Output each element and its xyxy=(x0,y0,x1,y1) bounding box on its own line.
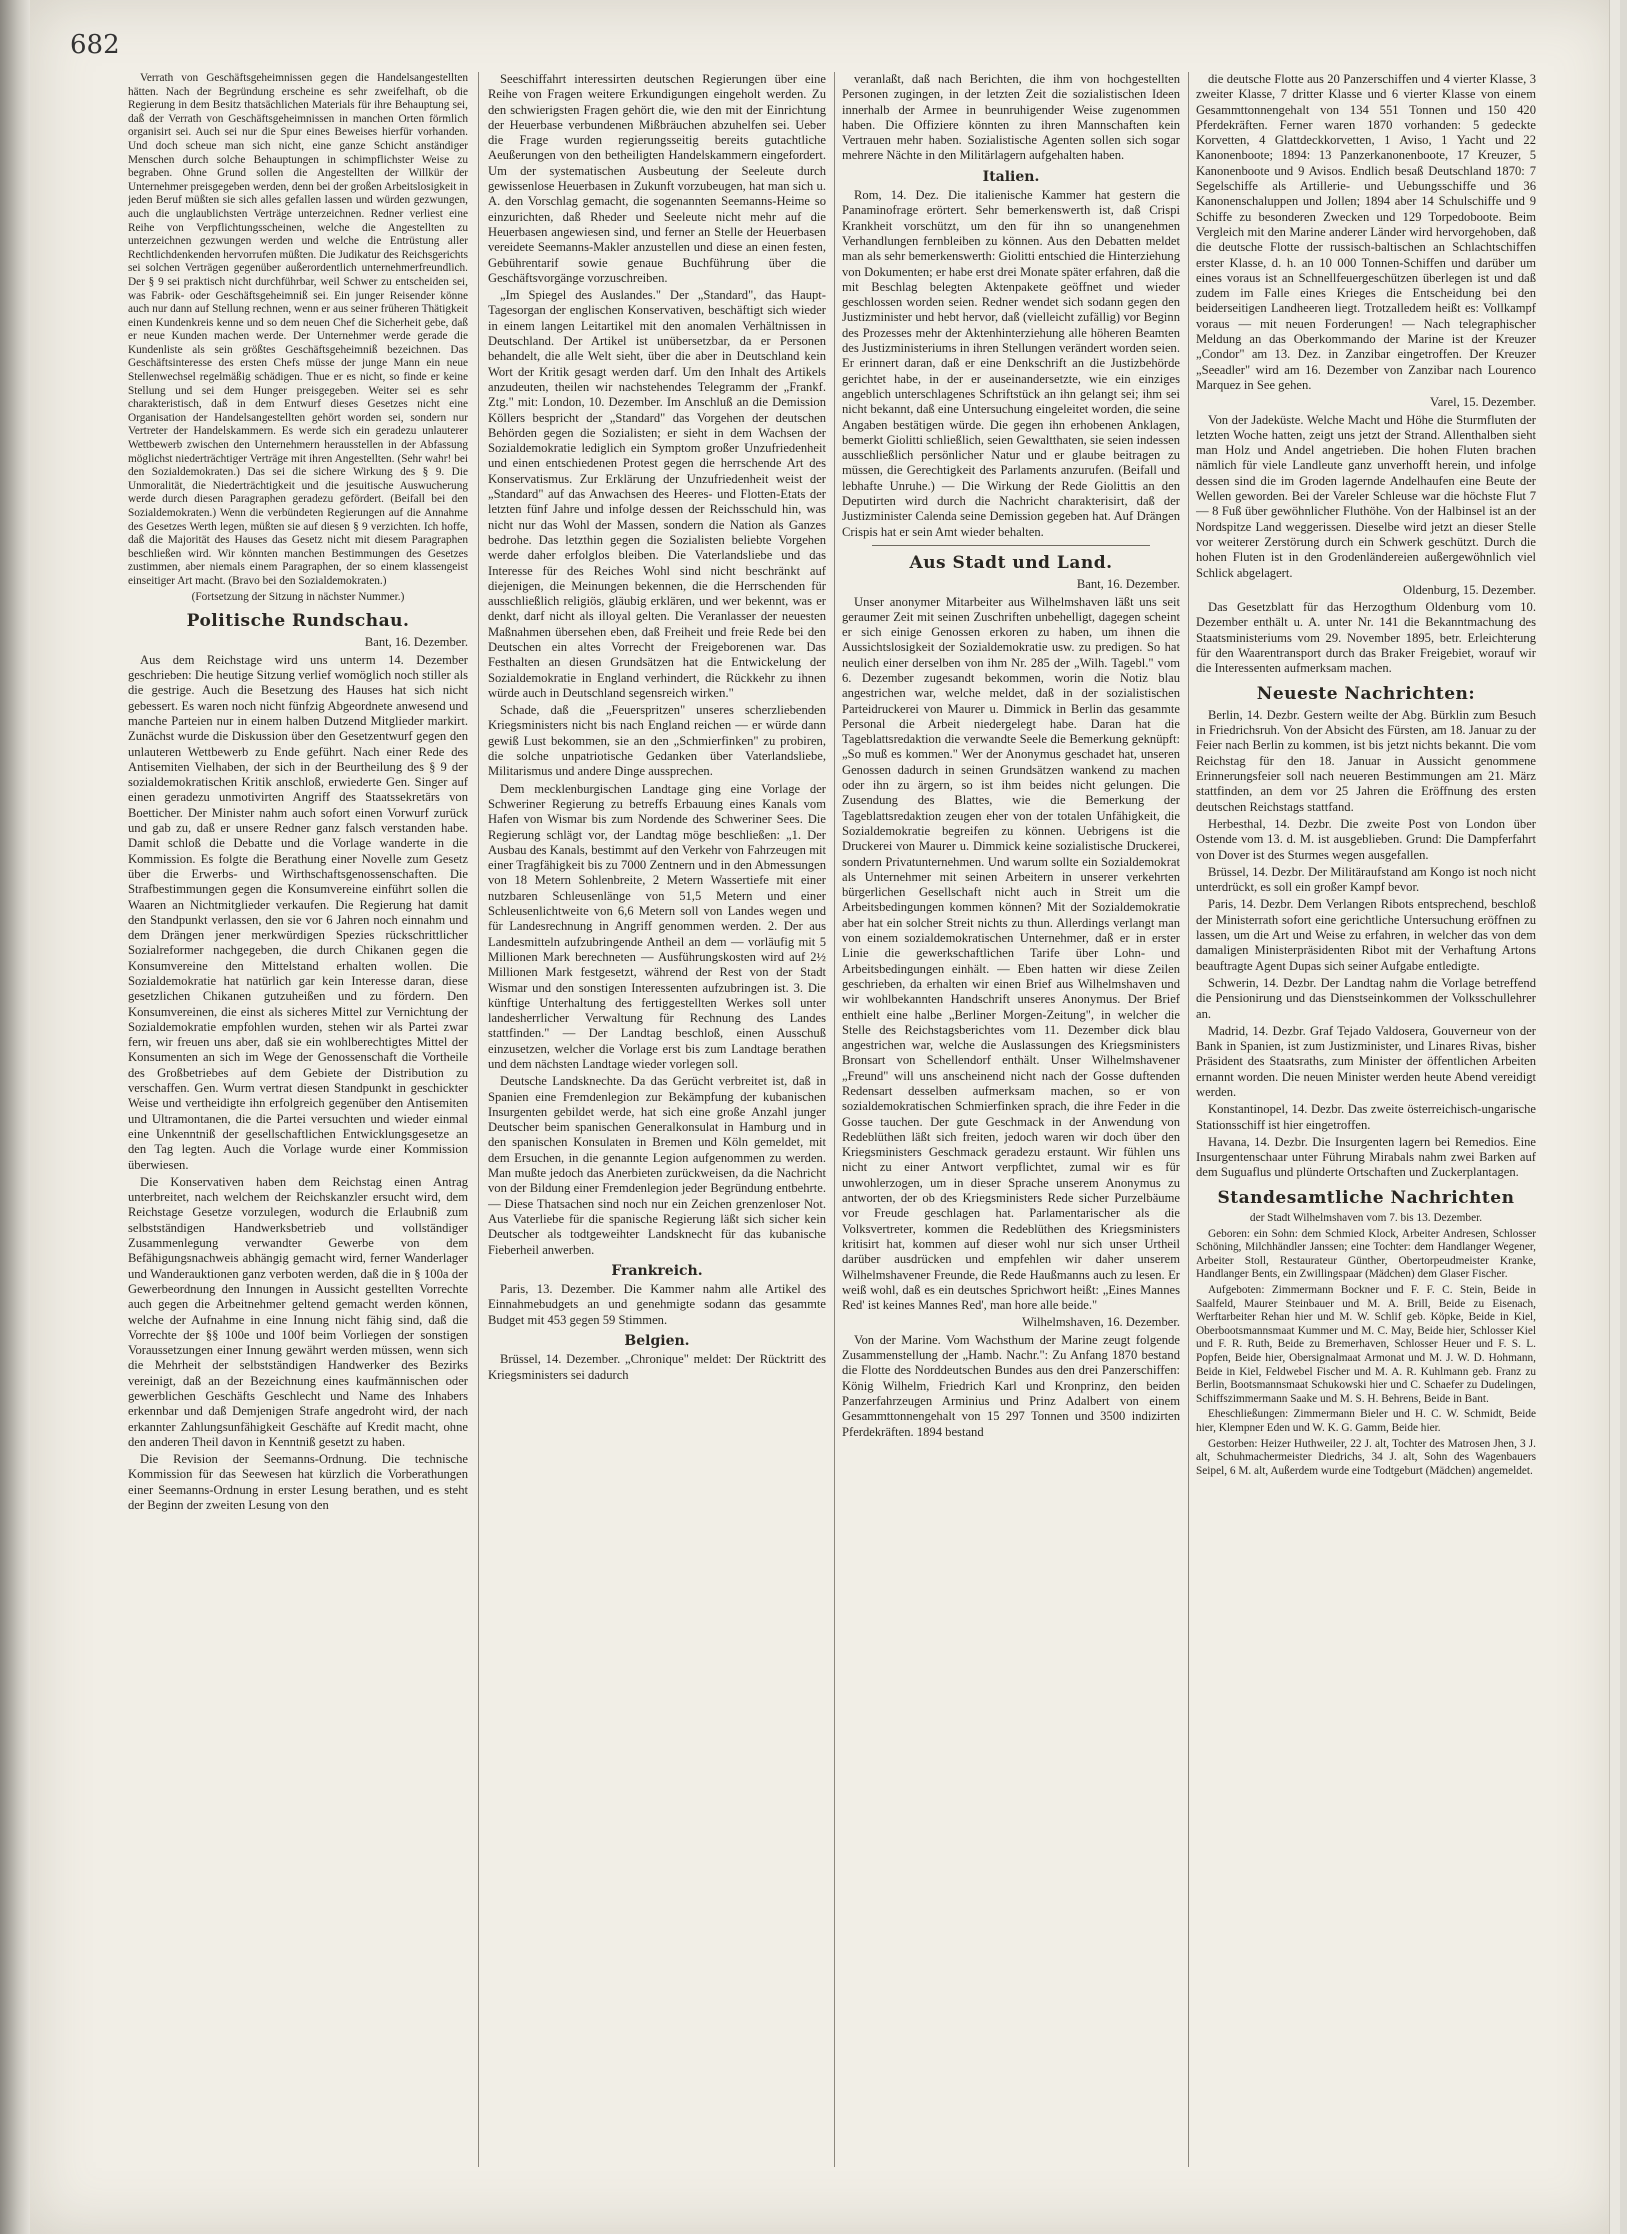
article-paragraph: veranlaßt, daß nach Berichten, die ihm von hochgestellten Personen zugingen, in der letzten Zeit die sozialistischen Ideen innerhalb der Armee in beunruhigender Weise zugenommen haben. Die Offiziere könnten zu ihren Mannschaften kein Vertrauen mehr haben. Sozialistische Agenten sollen sich sogar mehrere Nächte in den Militärlagern aufgehalten haben. xyxy=(842,72,1180,163)
article-paragraph: Seeschiffahrt interessirten deutschen Regierungen über eine Reihe von Fragen weitere Erkundigungen eingeholt werden. Zu den schwierigsten Fragen gehört die, wie den mit der Einrichtung der Heuerbase verbundenen Mißbräuchen abzuhelfen sei. Ueber die Frage wurden regierungsseitig bereits gutachtliche Aeußerungen von den betheiligten Handelskammern eingefordert. Um der systematischen Ausbeutung der Seeleute durch gewissenlose Heuerbasen in Zukunft vorzubeugen, hat man sich u. A. den Vorschlag gemacht, die sogenannten Seemanns-Heime so einzurichten, daß Rheder und Seeleute nicht mehr auf die Heuerbasen angewiesen sind, und ferner an Stelle der Heuerbasen vereidete Seemanns-Makler anzustellen und diese an einen festen, Gebührentarif sowie genaue Buchführung über die Geschäftsvorgänge vorzuschreiben. xyxy=(488,72,826,285)
column-1 xyxy=(128,72,468,2167)
article-paragraph: Geboren: ein Sohn: dem Schmied Klock, Arbeiter Andresen, Schlosser Schöning, Milchhändler Janssen; eine Tochter: dem Handlanger Wegener, Arbeiter Stoll, Restaurateur Günther, Obertorpeudmeister Kranke, Handlanger Bents, ein Zwillingspaar (Mädchen) dem Glaser Fischer. xyxy=(1196,1227,1536,1281)
country-heading: Belgien. xyxy=(624,1333,690,1350)
country-heading: Frankreich. xyxy=(611,1262,703,1279)
page-number: 682 xyxy=(70,30,120,60)
section-heading: Politische Rundschau. xyxy=(186,611,410,632)
column-rule xyxy=(834,72,835,2167)
article-paragraph: Deutsche Landsknechte. Da das Gerücht verbreitet ist, daß in Spanien eine Fremdenlegion zur Bekämpfung der kubanischen Insurgenten gebildet werde, hat sich eine große Anzahl junger Deutscher beim spanischen Generalkonsulat in Hamburg und in den spanischen Konsulaten in Bremen und Köln gemeldet, mit dem Ersuchen, in die genannte Legion aufgenommen zu werden. Man mußte jedoch das Anerbieten zurückweisen, da die Nachricht von der Bildung einer Fremdenlegion jeder Begründung entbehrte. — Diese Thatsachen sind noch nur ein Zeichen grenzenloser Not. Aus Vaterliebe für die spanische Regierung läßt sich sicher kein Deutscher als todtgeweihter Landsknecht für das kubanische Fieberheil anwerben. xyxy=(488,1074,826,1257)
dateline: Bant, 16. Dezember. xyxy=(364,635,468,650)
article-paragraph: Brüssel, 14. Dezbr. Der Militäraufstand am Kongo ist noch nicht unterdrückt, es soll ein großer Kampf bevor. xyxy=(1196,864,1536,895)
article-paragraph: Konstantinopel, 14. Dezbr. Das zweite österreichisch-ungarische Stationsschiff ist hier eingetroffen. xyxy=(1196,1102,1536,1132)
section-divider xyxy=(872,545,1150,546)
dateline: Varel, 15. Dezember. xyxy=(1430,395,1536,410)
article-paragraph: die deutsche Flotte aus 20 Panzerschiffen und 4 vierter Klasse, 3 zweiter Klasse, 7 dritter Klasse und 6 vierter Klasse von einem Gesammttonnengehalt von 134 551 Tonnen und 150 420 Pferdekräften. Ferner waren 1870 vorhanden: 5 gedeckte Korvetten, 4 Glattdeckkorvetten, 1 Aviso, 1 Yacht und 22 Kanonenboote; 1894: 13 Panzerkanonenboote, 17 Kreuzer, 5 Kanonenboote und 9 Avisos. Endlich besaß Deutschland 1870: 7 Segelschiffe als Artillerie- und Uebungsschiffe und 36 Kanonenschaluppen und Jollen; 1894 aber 14 Schulschiffe und 9 Schiffe zu besonderen Zwecken und 129 Torpedoboote. Beim Vergleich mit den Marine anderer Länder wird hervorgehoben, daß die deutsche Flotte der russisch-baltischen an Schlachtschiffen erster Klasse, d. h. an 10 000 Tonnen-Schiffen und darüber um eines voraus ist an Schnellfeuergeschützen überlegen ist und daß zudem im Falle eines Krieges die Entscheidung bei den beiderseitigen Landheeren liegt. Trotzalledem heißt es: Vollkampf voraus — mit neuen Forderungen! — Nach telegraphischer Meldung an das Oberkommando der Marine ist der Kreuzer „Condor" am 13. Dez. in Zanzibar eingetroffen. Der Kreuzer „Seeadler" wird am 16. Dezember von Zanzibar nach Lourenco Marquez in See gehen. xyxy=(1196,72,1536,392)
article-paragraph: Brüssel, 14. Dezember. „Chronique" meldet: Der Rücktritt des Kriegsministers sei dadurch xyxy=(488,1352,826,1382)
article-paragraph: Unser anonymer Mitarbeiter aus Wilhelmshaven läßt uns seit geraumer Zeit mit seinen Zuschriften unbehelligt, dagegen scheint er sich einige Genossen erkoren zu haben, um ihnen die Aussichtslosigkeit der Sozialdemokratie usw. zu predigen. So hat neulich einer derselben von ihm Nr. 285 der „Wilh. Tagebl." vom 6. Dezember zugesandt bekommen, worin die Notiz blau angestrichen war, welche meldet, daß in der sozialistischen Parteidruckerei von Maurer u. Dimmick in Berlin das gesammte Personal die Arbeit niedergelegt habe. Daran hat die Tageblattsredaktion die verwandte Seele die Bemerkung geknüpft: „So muß es kommen." Wer der Anonymus geschadet hat, unseren Genossen dadurch in seinen Grundsätzen wankend zu machen oder ihn zu ärgern, so ist ihm beides nicht gelungen. Die Zusendung des Blattes, wie die Bemerkung der Tageblattsredaktion zeugen eher von der totalen Unfähigkeit, die Sozialdemokratie begreifen zu können. Uebrigens ist die Druckerei von Maurer u. Dimmick keine sozialistische Druckerei, sondern Privatunternehmen. Und warum sollte ein Sozialdemokrat als Unternehmer mit seinen Arbeitern in unserer verkehrten bürgerlichen Gesellschaft nicht auch in Streit um die Arbeitsbedingungen kommen können? Mit der Sozialdemokratie aber hat ein solcher Streit nichts zu thun. Allerdings verlangt man von einem sozialdemokratischen Unternehmer, daß er in erster Linie die gewerkschaftlichen Tarife über Lohn- und Arbeitsbedingungen einhält. — Eben hatten wir diese Zeilen geschrieben, da erhalten wir einen Brief aus Wilhelmshaven und wir wohlbekannten Handschrift unseres Anonymus. Der Brief enthielt eine halbe „Berliner Morgen-Zeitung", in welcher die Stelle des Reichstagsberichtes vom 11. Dezember dick blau angestrichen war, welche die Auslassungen des Kriegsministers Bronsart von Schellendorf enthält. Unser Wilhelmshavener „Freund" will uns anscheinend nicht nach der Gosse duftenden Redensart desselben aufmerksam machen, so er von sozialdemokratischen Schmierfinken sprach, die ihre Feder in die Gosse tauchen. Der gute Geschmack in der Anwendung von Redeblüthen läßt sich freiten, jedoch waren wir doch über den Kriegsministers Geschmack geradezu erstaunt. Wir fühlen uns nicht zu einer Antwort verpflichtet, zumal wir es für unwohlerzogen, um in dieser Sprache unserem Anonymus zu antworten, der ob des Kriegsministers Rede sicher Purzelbäume vor Freude geschlagen hat. Parlamentarischer als die Volksvertreter, kommen die Redeblüthen des Kriegsministers kritisirt hat, kommen auf dieser wohl nur sich unser Urtheil darüber ausdrücken und empfehlen wir daher unserem Wilhelmshavener Freunde, die Rede Haußmanns auch zu lesen. Er weiß wohl, daß es ein deutsches Sprichwort heißt: „Eines Mannes Red' ist keines Mannes Red', man hore alle beide." xyxy=(842,594,1180,1313)
article-paragraph: Havana, 14. Dezbr. Die Insurgenten lagern bei Remedios. Eine Insurgentenschaar unter Führung Mirabals nahm zwei Barken auf dem Suguaflus und plünderte Ortschaften und Zuckerplantagen. xyxy=(1196,1134,1536,1180)
article-paragraph: Von der Marine. Vom Wachsthum der Marine zeugt folgende Zusammenstellung der „Hamb. Nachr.": Zu Anfang 1870 bestand die Flotte des Norddeutschen Bundes aus den drei Panzerschiffen: König Wilhelm, Friedrich Karl und Kronprinz, den beiden Panzerfahrzeugen Arminius und Prinz Adalbert von einem Gesammttonnengehalt von 15 297 Tonnen und 3500 indizirten Pferdekräften. 1894 bestand xyxy=(842,1332,1180,1439)
article-paragraph: Paris, 14. Dezbr. Dem Verlangen Ribots entsprechend, beschloß der Ministerrath sofort eine gerichtliche Untersuchung eröffnen zu lassen, um die Art und Weise zu erfahren, in welcher das von dem damaligen Ministerpräsidenten Ribot mit der Verhaftung Artons beauftragte Agent Dupas sich seiner Aufgabe entledigte. xyxy=(1196,897,1536,973)
article-paragraph: Die Konservativen haben dem Reichstag einen Antrag unterbreitet, nach welchem der Reichskanzler ersucht wird, dem Reichstage Gesetze vorzulegen, wodurch die Erlaubniß zum selbstständigen Handwerksbetrieb und vollständiger Zusammenlegung verwandter Gewerbe von dem Befähigungsnachweis abhängig gemacht wird, ferner Wanderlager und Wanderauktionen ganz verboten werden, daß die in § 100a der Gewerbeordnung den Innungen in Aussicht gestellten Vorrechte auch gegen die Arbeitnehmer geltend gemacht werden können, welche der Aufnahme in eine Innung nicht fähig sind, daß die Vorrechte der §§ 100e und 100f beim Vorliegen der sonstigen Voraussetzungen einer Innung gewährt werden müssen, wenn sich die Mehrheit der selbstständigen Handwerker des Bezirks vereinigt, daß an der Bezeichnung eines kaufmännischen oder gewerblichen Geschäfts Geschlecht und Name des Inhabers erkennbar und daß Demjenigen Strafe angedroht wird, der nach erkannter Zahlungsunfähigkeit Geschäfte auf Kredit macht, ohne den anderen Theil davon in Kenntniß gesetzt zu haben. xyxy=(128,1174,468,1449)
article-paragraph: Von der Jadeküste. Welche Macht und Höhe die Sturmfluten der letzten Woche hatten, zeigt uns jetzt der Strand. Allenthalben sieht man Holz und Andel angetrieben. Die hohen Fluten brachen nämlich für viele Landleute ganz unverhofft herein, und infolge dessen sind die im Groden lagernde Andelhaufen eine Beute der Wellen geworden. Bei der Vareler Schleuse war die höchste Flut 7 — 8 Fuß über gewöhnlicher Fluthöhe. Von der Halbinsel ist an der Nordspitze Land weggerissen. Dieselbe wird jetzt an dieser Stelle vor weiterer Zerstörung durch ein Schwerk geschützt. Durch die hohen Fluten ist in den Grodenländereien außergewöhnlich viel Schlick abgelagert. xyxy=(1196,412,1536,580)
country-heading: Italien. xyxy=(982,168,1040,185)
article-paragraph: Rom, 14. Dez. Die italienische Kammer hat gestern die Panaminofrage erörtert. Sehr bemerkenswerth ist, daß Crispi Krankheit vorschützt, um den für ihn so unangenehmen Verhandlungen fernbleiben zu können. Aus den Debatten meldet man als sehr bemerkenswerth: Giolitti entschied die Hinterziehung von Dokumenten; er habe erst drei Monate später erfahren, daß die mit Beschlag belegten Aktenpakete geöffnet und wieder geschlossen worden seien. Redner wendet sich sodann gegen den Justizminister und hebt hervor, daß (vielleicht zufällig) vor Beginn des Prozesses mehr der Aktenhinterziehung alle höheren Beamten des Justizministeriums in ihren Stellungen verändert worden seien. Er erinnert daran, daß er eine Denkschrift an die Justizbehörde gerichtet habe, in der er auseinandersetzte, wie ein einziges angeblich unterschlagenes Schriftstück an ihn gelangt sei; ihm sei nicht bekannt, daß eine Untersuchung eingeleitet worden, die seine Angaben bestätigen würde. Die gegen ihn erhobenen Anklagen, bemerkt Giolitti schließlich, seien Gewaltthaten, sie seien indessen ausschließlich persönlicher Natur und er glaube beitragen zu müssen, die Gerechtigkeit des Parlaments anzurufen. (Beifall und lebhafte Unruhe.) — Die Wirkung der Rede Giolittis an den Deputirten wird durch die Nachricht charakterisirt, daß der Justizminister Calenda seine Demission gegeben hat. Auf Drängen Crispis hat er sein Amt wieder behalten. xyxy=(842,188,1180,539)
article-paragraph: Das Gesetzblatt für das Herzogthum Oldenburg vom 10. Dezember enthält u. A. unter Nr. 141 die Bekanntmachung des Staatsministeriums vom 29. November 1895, betr. Erleichterung für den Waarentransport durch das Braker Freigebiet, worauf wir die Interessenten aufmerksam machen. xyxy=(1196,600,1536,676)
article-paragraph: Berlin, 14. Dezbr. Gestern weilte der Abg. Bürklin zum Besuch in Friedrichsruh. Von der Absicht des Fürsten, am 18. Januar zu der Feier nach Berlin zu kommen, ist bis jetzt nichts bekannt. Die vom Reichstag für den 18. Januar in Aussicht genommene Erinnerungsfeier soll nach neueren Bestimmungen am 21. März stattfinden, an dem vor 25 Jahren die Eröffnung des ersten deutschen Reichstags stattfand. xyxy=(1196,707,1536,814)
column-rule xyxy=(1188,72,1189,2167)
article-paragraph: Gestorben: Heizer Huthweiler, 22 J. alt, Tochter des Matrosen Jhen, 3 J. alt, Schuhmachermeister Diedrichs, 34 J. alt, Sohn des Wagenbauers Seipel, 6 M. alt, Außerdem wurde eine Todtgeburt (Mädchen) angemeldet. xyxy=(1196,1437,1536,1477)
article-paragraph: Aus dem Reichstage wird uns unterm 14. Dezember geschrieben: Die heutige Sitzung verlief womöglich noch stiller als die gestrige. Auch die Besetzung des Hauses hat sich nicht gebessert. Es waren noch nicht fünfzig Abgeordnete anwesend und manche Parteien nur in einem halben Dutzend Mitglieder markirt. Zunächst wurde die Diskussion über den Gesetzentwurf gegen den unlauteren Wettbewerb zu Ende geführt. Nach einer Rede des Antisemiten Vielhaben, der sich in der Beurtheilung des § 9 der sozialdemokratischen Kritik anschloß, erwiederte Gen. Singer auf einen geradezu unmotivirten Angriff des Staatssekretärs von Boetticher. Der Minister nahm auch sofort einen Vorwurf zurück und gab zu, daß er unsere Redner ganz falsch verstanden habe. Damit schloß die Debatte und die Vorlage wanderte in die Kommission. Es folgte die Berathung einer Novelle zum Gesetz über die Erwerbs- und Wirthschaftsgenossenschaften. Die Strafbestimmungen gegen die Konsumvereine einführt sollen die Waaren an Nichtmitglieder verkaufen. Die Regierung hat damit den Standpunkt verlassen, den sie vor 6 Jahren noch einnahm und dem Drängen jener merkwürdigen Spezies rückschrittlicher Sozialreformer nachgegeben, die durch Chikanen gegen die Konsumvereine den Mittelstand erhalten wollen. Die Sozialdemokratie hat natürlich gar kein Interesse daran, diese gesetzlichen Chikanen gutzuheißen und zu fördern. Den Konsumvereinen, die einst als sicheres Mittel zur Vernichtung der Sozialdemokratie empfohlen wurden, stehen wir als Partei zwar fern, wir freuen uns aber, daß sie ein wohlberechtigtes Mittel der Konsumenten an sich im Wege der Genossenschaft die Vortheile des Großbetriebes auf dem Gebiete der Distribution zu verschaffen. Gen. Wurm vertrat diesen Standpunkt in geschickter Weise und vertheidigte ihn erfolgreich gegenüber den Antisemiten und Ultramontanen, die die Partei versuchten und wieder einmal eine Unkenntniß der gesellschaftlichen Entwicklungsgesetze an den Tag legten. Auch die Vorlage wurde einer Kommission überwiesen. xyxy=(128,652,468,1172)
section-heading: Aus Stadt und Land. xyxy=(909,552,1113,573)
page-edge xyxy=(1609,0,1620,2234)
article-paragraph: Verrath von Geschäftsgeheimnissen gegen die Handelsangestellten hätten. Nach der Begründung erscheine es sehr zweifelhaft, ob die Regierung in dem Besitz thatsächlichen Materials für ihre Behauptung sei, daß der Verrath von Geschäftsgeheimnissen in manchen Orten förmlich organisirt sei. Auch sei nur die Spur eines Beweises hierfür vorhanden. Und doch scheue man sich nicht, eine ganze Schicht anständiger Menschen durch solche Behauptungen in schimpflichster Weise zu begraben. Ohne Grund sollen die Angestellten der Willkür der Unternehmer preisgegeben werden, denn bei der großen Arbeitslosigkeit in jeden Beruf müßten sie sich alles gefallen lassen und würden gezwungen, auch die unglaublichsten Verträge unterzeichnen. Redner verliest eine Reihe von Verpflichtungsscheinen, welche die Angestellten zu unterzeichnen gezwungen werden und welche die Entrüstung aller Rechtlichdenkenden hervorrufen müßten. Die Judikatur des Reichsgerichts sei solchen Verträgen gegenüber außerordentlich unternehmerfreundlich. Der § 9 sei praktisch nicht durchführbar, weil Schwer zu entscheiden sei, was Fabrik- oder Geschäftsgeheimniß sei. Ein junger Reisender könne auch nur dann auf Stellung rechnen, wenn er aus seiner früheren Thätigkeit einen Kundenkreis kenne und so dem neuen Chef die Sicherheit gebe, daß er neue Kunden machen werde. Der Unternehmer werde gerade die Kundenliste als sein größtes Geschäftsgeheimniß bezeichnen. Das Geschäftsinteresse des ersten Chefs müsse der junge Mann ein neue Stellenwechsel regelmäßig schädigen. Thue er es nicht, so finde er keine Stellung und sei dem Hunger preisgegeben. Weiter sei es sehr charakteristisch, daß in dem Entwurf dieses Gesetzes nicht eine Organisation der Handelsangestellten gehört worden sei, sondern nur Vertreter der Handelskammern. Es werde sich ein geradezu unlauterer Wettbewerb zwischen den Unternehmern herausstellen in der Abfassung möglichst niederträchtiger Verträge mit ihren Angestellten. (Sehr wahr! bei den Sozialdemokraten.) Das sei die sichere Wirkung des § 9. Die Unmoralität, die Niederträchtigkeit und die jesuitische Auswucherung werde durch diesen Paragraphen geradezu gefördert. (Beifall bei den Sozialdemokraten.) Wenn die verbündeten Regierungen auf die Annahme des Gesetzes Werth legen, müßten sie auf diesen § 9 verzichten. Ich hoffe, daß die Majorität des Hauses das Gesetz nicht mit diesem Paragraphen beschließen wird. Wir könnten manchen Bestimmungen des Gesetzes zustimmen, aber niemals einem Paragraphen, der so einem klassengeist einseitiger Art macht. (Bravo bei den Sozialdemokraten.) xyxy=(128,72,468,587)
column-rule xyxy=(478,72,479,2167)
article-paragraph: „Im Spiegel des Auslandes." Der „Standard", das Haupt-Tagesorgan der englischen Konservativen, beschäftigt sich wieder in einem langen Leitartikel mit den anomalen Verhältnissen in Deutschland. Der Artikel ist unübersetzbar, da er Personen behandelt, die alle Welt sieht, über die aber in Deutschland kein Wort der Kritik gesagt werden darf. Um den Inhalt des Artikels anzudeuten, theilen wir nachstehendes Telegramm der „Frankf. Ztg." mit: London, 10. Dezember. Im Anschluß an die Demission Köllers bespricht der „Standard" das Vorgehen der deutschen Behörden gegen die Sozialisten; er sieht in dem Wachsen der Sozialdemokratie lediglich ein Symptom großer Unzufriedenheit und einen entschiedenen Protest gegen die herrschende Art des Konservatismus. Zur Erklärung der Unzufriedenheit weist der „Standard" auf das Anwachsen des Heeres- und Flotten-Etats der letzten fünf Jahre und infolge dessen der Reichsschuld hin, was nicht nur das Wohl der Massen, sondern die Nation als Ganzes bedrohe. Das letzthin gegen die Sozialisten beliebte Vorgehen werde daher erfolglos bleiben. Die Vaterlandsliebe und das Interesse für des Reiches Wohl sind nicht beschränkt auf diejenigen, die Meinungen bekennen, die die Herrschenden für ausschließlich religiös, gläubig erklären, und wer bekennt, was er denkt, darf nicht als illoyal gelten. Die Veranlasser der neuesten Maßnahmen übersehen eben, daß Freiheit und freie Rede bei den Deutschen ein altes Vorrecht der Freigeborenen war. Das Festhalten an diesen Grundsätzen hat die Entwickelung der Sozialdemokratie in England verhindert, die Rückkehr zu ihnen würde auch in Deutschland segensreich wirken." xyxy=(488,288,826,700)
article-paragraph: Herbesthal, 14. Dezbr. Die zweite Post von London über Ostende vom 13. d. M. ist ausgeblieben. Grund: Die Dampferfahrt von Dover ist des Sturmes wegen ausgefallen. xyxy=(1196,816,1536,862)
article-paragraph: Schade, daß die „Feuerspritzen" unseres scherzliebenden Kriegsministers nicht bis nach England reichen — er würde dann gewiß Lust bekommen, sie an den „Schmierfinken" zu probiren, die solche unpatriotische Gedanken über Vaterlandsliebe, Militarismus und andere Dinge aussprechen. xyxy=(488,703,826,779)
article-paragraph: Schwerin, 14. Dezbr. Der Landtag nahm die Vorlage betreffend die Pensionirung und das Dienstseinkommen der Volksschullehrer an. xyxy=(1196,975,1536,1021)
dateline: Wilhelmshaven, 16. Dezember. xyxy=(1022,1315,1180,1330)
book-binding xyxy=(0,0,30,2234)
article-paragraph: der Stadt Wilhelmshaven vom 7. bis 13. Dezember. xyxy=(1249,1212,1483,1225)
section-heading: Standesamtliche Nachrichten xyxy=(1217,1187,1515,1208)
article-paragraph: Paris, 13. Dezember. Die Kammer nahm alle Artikel des Einnahmebudgets an und genehmigte sodann das gesammte Budget mit 453 gegen 59 Stimmen. xyxy=(488,1282,826,1327)
article-paragraph: (Fortsetzung der Sitzung in nächster Nummer.) xyxy=(191,590,405,603)
section-heading: Neueste Nachrichten: xyxy=(1256,683,1476,704)
dateline: Bant, 16. Dezember. xyxy=(1076,577,1180,592)
article-paragraph: Madrid, 14. Dezbr. Graf Tejado Valdosera, Gouverneur von der Bank in Spanien, ist zum Justizminister, und Linares Rivas, bisher Präsident des Staatsraths, zum Minister der öffentlichen Arbeiten ernannt worden. Die neuen Minister werden heute Abend vereidigt werden. xyxy=(1196,1023,1536,1099)
article-paragraph: Dem mecklenburgischen Landtage ging eine Vorlage der Schweriner Regierung zu betreffs Erbauung eines Kanals vom Hafen von Wismar bis zum Nordende des Schweriner Sees. Die Regierung schlägt vor, der Landtag möge beschließen: „1. Der Ausbau des Kanals, bestimmt auf den Verkehr von Fahrzeugen mit einer Tragfähigkeit bis zu 7000 Zentnern und in den Abmessungen von 18 Metern Sohlenbreite, 2 Metern Wassertiefe mit einer nutzbaren Schleusenlänge von 51,5 Metern und einer Schleusenlichtweite von 6,6 Metern soll von Landes wegen und für Landesrechnung in Angriff genommen werden. 2. Der aus Landesmitteln aufzubringende Antheil an dem — vorläufig mit 5 Millionen Mark berechneten — Ausführungskosten wird auf 2½ Millionen Mark festgesetzt, während der Rest von der Stadt Wismar und den sonstigen Interessenten aufzubringen ist. 3. Die künftige Unterhaltung des fertiggestellten Werkes soll unter landesherrlicher Verwaltung für Rechnung des Landes stattfinden." — Der Landtag beschloß, einen Ausschuß einzusetzen, welcher die Vorlage erst bis zum Landtage berathen und dem nächsten Landtage wieder vorlegen soll. xyxy=(488,781,826,1071)
column-2 xyxy=(488,72,826,2167)
dateline: Oldenburg, 15. Dezember. xyxy=(1402,582,1536,597)
article-paragraph: Eheschließungen: Zimmermann Bieler und H. C. W. Schmidt, Beide hier, Klempner Eden und W. K. G. Gamm, Beide hier. xyxy=(1196,1408,1536,1434)
article-paragraph: Die Revision der Seemanns-Ordnung. Die technische Kommission für das Seewesen hat kürzlich die Vorberathungen einer Seemanns-Ordnung in erster Lesung berathen, und es steht der Beginn der zweiten Lesung von den xyxy=(128,1452,468,1513)
column-4 xyxy=(1196,72,1536,2167)
column-3 xyxy=(842,72,1180,2167)
article-paragraph: Aufgeboten: Zimmermann Bockner und F. F. C. Stein, Beide in Saalfeld, Maurer Steinbauer und M. A. Brill, Beide zu Eisenach, Werftarbeiter Rehan hier und M. W. Schlif geb. Köpke, Beide in Kiel, Oberbootsmannsmaat Kummer und M. C. May, Beide hier, Schlosser Kiel und F. R. Ruth, Beide zu Bremerhaven, Schlosser Heuer und F. S. L. Popfen, Beide hier, Obersignalmaat Armonat und M. J. W. D. Hohmann, Beide in Kiel, Feldwebel Fischer und M. A. R. Kuhlmann geb. Franz zu Berlin, Bootsmannsmaat Schukowski hier und C. Schaefer zu Dudelingen, Schiffszimmermann Saake und M. S. H. Behrens, Beide in Bant. xyxy=(1196,1284,1536,1405)
